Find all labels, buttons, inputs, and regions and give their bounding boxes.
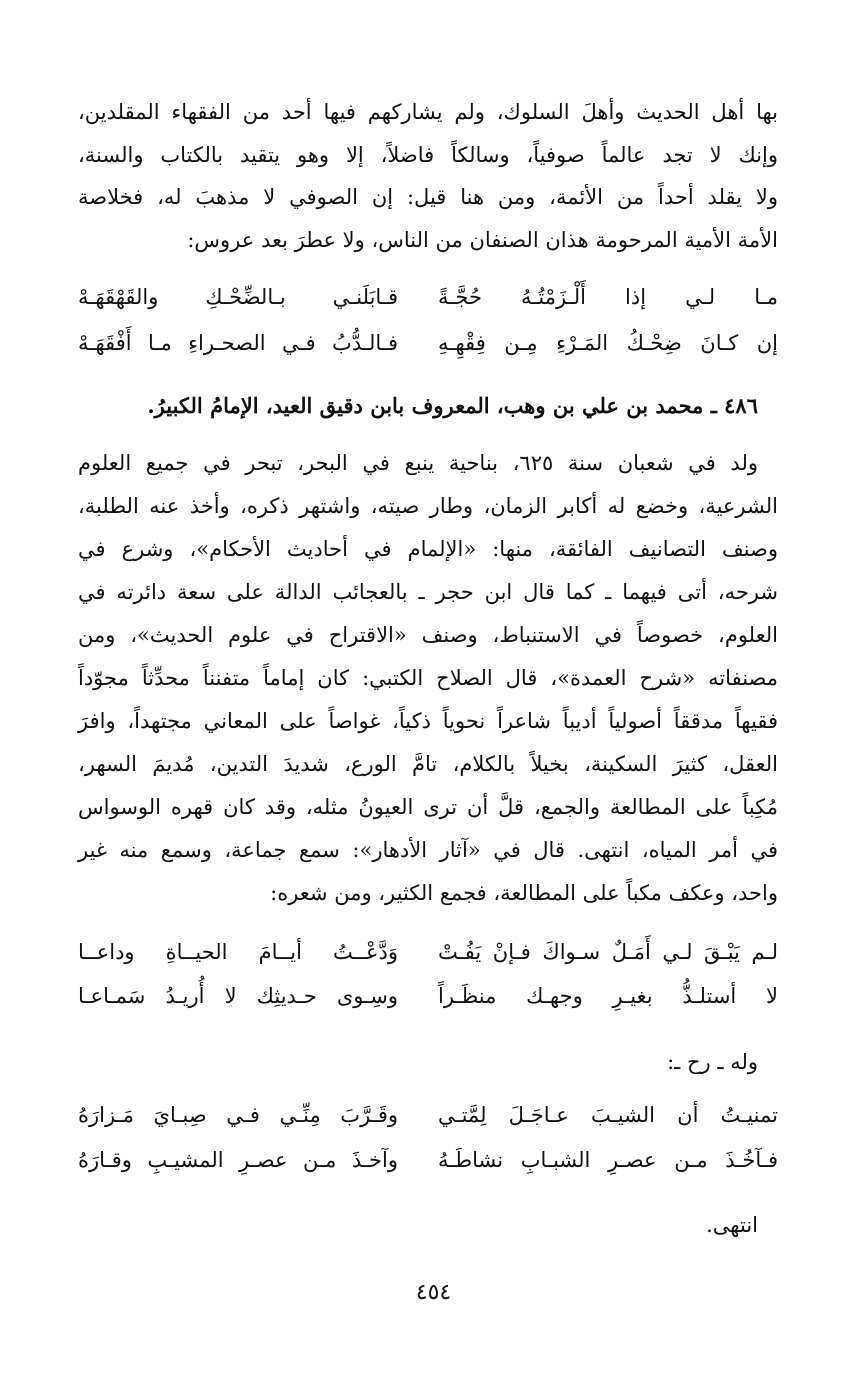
verse-first-hemistich: إن كـانَ ضِحْـكُ المَـرْءِ مِـن فِقْهِـهِ bbox=[438, 331, 778, 355]
poem-verse bbox=[78, 976, 778, 1016]
entry-heading: ٤٨٦ ـ محمد بن علي بن وهب، المعروف بابن دقيق العيد، الإمامُ الكبيرُ. bbox=[147, 393, 758, 418]
paragraph-line: شرحه، أتى فيهما ـ كما قال ابن حجر ـ بالعجائب الدالة على سعة دائرته في bbox=[78, 580, 778, 604]
paragraph-line: بها أهل الحديث وأهلَ السلوك، ولم يشاركهم فيها أحد من الفقهاء المقلدين، bbox=[78, 100, 778, 124]
poem-verse bbox=[78, 1095, 778, 1135]
paragraph-line: مصنفاته «شرح العمدة»، قال الصلاح الكتبي: كان إماماً متفنناً محدِّثاً مجوّداً bbox=[78, 666, 778, 690]
verse-first-hemistich: لا أستلـذُّ بغيـرِ وجهـك منظَـراً bbox=[438, 984, 778, 1008]
poem-verse bbox=[78, 1140, 778, 1180]
paragraph-line: وإنك لا تجد عالماً صوفياً، وسالكاً فاضلاً، إلا وهو يتقيد بالكتاب والسنة، bbox=[78, 143, 778, 167]
paragraph-line: مُكِباً على المطالعة والجمع، قلَّ أن ترى العيونُ مثله، وقد كان قهره الوسواس bbox=[78, 795, 778, 819]
verse-second-hemistich: وَدَّعْــتُ أيــامَ الحيــاةِ وداعــا bbox=[78, 940, 398, 964]
verse-second-hemistich: وسِـوى حـديثِك لا أُريـدُ سَمـاعـا bbox=[78, 984, 398, 1008]
verse-first-hemistich: مـا لـي إذا أَلْـزَمْتُـهُ حُجَّـةً bbox=[438, 285, 778, 309]
verse-second-hemistich: فـالـدُّبُ فـي الصحـراءِ مـا أَفْقَهَـهْ bbox=[78, 331, 398, 355]
poem-verse bbox=[78, 932, 778, 972]
verse-second-hemistich: وقَـرَّبَ مِنِّـي فـي صِبـايَ مَـزارَهُ bbox=[78, 1103, 398, 1127]
paragraph-line: العلوم، خصوصاً في الاستنباط، وصنف «الاقتراح في علوم الحديث»، ومن bbox=[78, 623, 778, 647]
verse-first-hemistich: فـآخُـذَ مـن عصـرِ الشبـابِ نشاطَـهُ bbox=[438, 1148, 778, 1172]
paragraph-line: ولا يقلد أحداً من الأئمة، ومن هنا قيل: إن الصوفي لا مذهبَ له، فخلاصة bbox=[78, 185, 778, 209]
paragraph-line: وصنف التصانيف الفائقة، منها: «الإلمام في أحاديث الأحكام»، وشرع في bbox=[78, 537, 778, 561]
paragraph-line: الأمة الأمية المرحومة هذان الصنفان من الناس، ولا عطرَ بعد عروس: bbox=[187, 228, 778, 252]
closing-word: انتهى. bbox=[706, 1213, 758, 1237]
verse-first-hemistich: لـم يَبْـقَ لـي أَمَـلٌ سـواكَ فـإنْ يَفُـتْ bbox=[438, 940, 778, 964]
paragraph-line: واحد، وعكف مكباً على المطالعة، فجمع الكثير، ومن شعره: bbox=[270, 881, 778, 905]
poem-verse bbox=[78, 277, 778, 317]
verse-second-hemistich: قـابَلَنـي بـالضِّحْـكِ والقَهْقَهَـهْ bbox=[78, 285, 398, 309]
paragraph-line: ولد في شعبان سنة ٦٢٥، بناحية ينبع في البحر، تبحر في جميع العلوم bbox=[78, 451, 758, 475]
page-number: ٤٥٤ bbox=[415, 1280, 452, 1305]
poem-intro: وله ـ رح ـ: bbox=[667, 1050, 758, 1074]
poem-verse bbox=[78, 323, 778, 363]
verse-first-hemistich: تمنيـتُ أن الشيـبَ عـاجَـلَ لِمَّتـي bbox=[438, 1103, 778, 1127]
verse-second-hemistich: وآخـذَ مـن عصـرِ المشيـبِ وقـارَهُ bbox=[78, 1148, 398, 1172]
paragraph-line: العقل، كثيرَ السكينة، بخيلاً بالكلام، تامَّ الورع، شديدَ التدين، مُديمَ السهر، bbox=[78, 752, 778, 776]
paragraph-line: فقيهاً مدققاً أصولياً أديباً شاعراً نحوياً ذكياً، غواصاً على المعاني مجتهداً، وافرَ bbox=[78, 709, 778, 733]
paragraph-line: في أمر المياه، انتهى. قال في «آثار الأدهار»: سمع جماعة، وسمع منه غير bbox=[78, 838, 778, 862]
paragraph-line: الشرعية، وخضع له أكابر الزمان، وطار صيته، واشتهر ذكره، وأخذ عنه الطلبة، bbox=[78, 494, 778, 518]
